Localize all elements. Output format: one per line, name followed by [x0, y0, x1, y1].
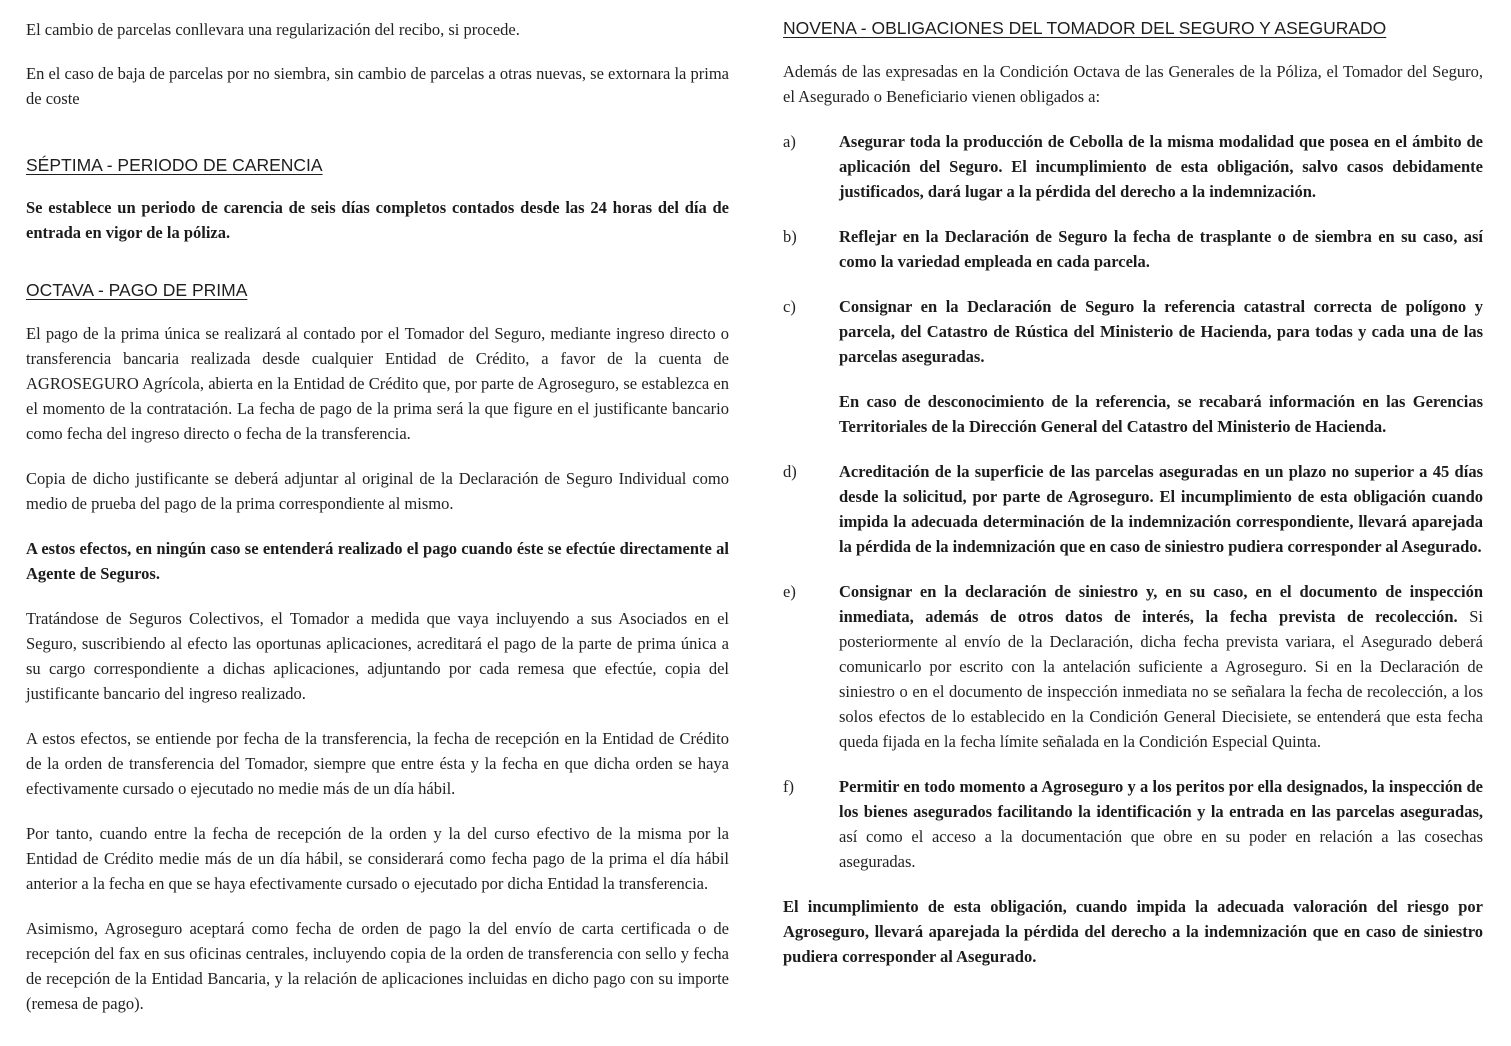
item-text-bold: Acreditación de la superficie de las parcelas aseguradas en un plazo no superior a 45 días desde la solicitud, por parte de Agroseguro. El incumplimiento de esta obligación cuando impida la adecuada determinación de la indemnización correspondiente, llevará aparejada la pérdida de la indemnización que en caso de siniestro pudiera corresponder al Asegurado.: [839, 462, 1483, 556]
item-body: [839, 774, 1483, 874]
item-label: a): [783, 132, 796, 151]
list-item-a: [783, 129, 1483, 204]
paragraph-recibo: El cambio de parcelas conllevara una regularización del recibo, si procede.: [26, 20, 520, 39]
paragraph-colectivos: Tratándose de Seguros Colectivos, el Tomador a medida que vaya incluyendo a sus Asociados en el Seguro, suscribiendo al efecto las oportunas aplicaciones, acreditará el pago de la parte de prima única a su cargo correspondiente a dichas aplicaciones, adjuntando por cada remesa que efectúe, copia del justificante bancario del ingreso realizado.: [26, 609, 729, 703]
item-body: [839, 459, 1483, 559]
paragraph-por-tanto: Por tanto, cuando entre la fecha de recepción de la orden y la del curso efectivo de la misma por la Entidad de Crédito medie más de un día hábil, se considerará como fecha pago de la prima el día hábil anterior a la fecha en que se haya efectivamente cursado o ejecutado por dicha Entidad la transferencia.: [26, 824, 729, 893]
left-column: [26, 0, 729, 1016]
item-text: así como el acceso a la documentación que obre en su poder en relación a las cosechas aseguradas.: [839, 827, 1483, 871]
item-label: d): [783, 462, 797, 481]
paragraph-final: El incumplimiento de esta obligación, cuando impida la adecuada valoración del riesgo por Agroseguro, llevará aparejada la pérdida del derecho a la indemnización que en caso de siniestro pudiera corresponder al Asegurado.: [783, 897, 1483, 966]
paragraph-baja: En el caso de baja de parcelas por no siembra, sin cambio de parcelas a otras nuevas, se extornara la prima de coste: [26, 64, 729, 108]
item-text-bold: Asegurar toda la producción de Cebolla de la misma modalidad que posea en el ámbito de aplicación del Seguro. El incumplimiento de esta obligación, salvo casos debidamente justificados, dará lugar a la pérdida del derecho a la indemnización.: [839, 132, 1483, 201]
list-item-f: [783, 774, 1483, 874]
list-item-c: [783, 294, 1483, 369]
paragraph-intro: Además de las expresadas en la Condición Octava de las Generales de la Póliza, el Tomador del Seguro, el Asegurado o Beneficiario vienen obligados a:: [783, 62, 1483, 106]
item-label: b): [783, 227, 797, 246]
item-text-bold: Consignar en la Declaración de Seguro la referencia catastral correcta de polígono y parcela, del Catastro de Rústica del Ministerio de Hacienda, para todas y cada una de las parcelas aseguradas.: [839, 297, 1483, 366]
right-column: [783, 0, 1483, 969]
list-item-e: [783, 579, 1483, 754]
paragraph-pago: El pago de la prima única se realizará al contado por el Tomador del Seguro, mediante ingreso directo o transferencia bancaria realizada desde cualquier Entidad de Crédito, a favor de la cuenta de AGROSEGURO Agrícola, abierta en la Entidad de Crédito que, por parte de Agroseguro, se establezca en el momento de la contratación. La fecha de pago de la prima será la que figure en el justificante bancario como fecha del ingreso directo o fecha de la transferencia.: [26, 324, 729, 443]
item-body: [839, 129, 1483, 204]
heading-octava: OCTAVA - PAGO DE PRIMA: [26, 280, 248, 300]
paragraph-asimismo: Asimismo, Agroseguro aceptará como fecha de orden de pago la del envío de carta certificada o de recepción del fax en sus oficinas centrales, incluyendo copia de la orden de transferencia con sello y fecha de recepción de la Entidad Bancaria, y la relación de aplicaciones incluidas en dicho pago con su importe (remesa de pago).: [26, 919, 729, 1013]
item-body: [839, 224, 1483, 274]
item-text-bold: Permitir en todo momento a Agroseguro y a los peritos por ella designados, la inspección de los bienes asegurados facilitando la identificación y la entrada en las parcelas aseguradas,: [839, 777, 1483, 821]
paragraph-fecha-transferencia: A estos efectos, se entiende por fecha de la transferencia, la fecha de recepción en la Entidad de Crédito de la orden de transferencia del Tomador, siempre que entre ésta y la fecha en que dicha orden se haya efectivamente cursado o ejecutado no medie más de un día hábil.: [26, 729, 729, 798]
item-text-bold: Reflejar en la Declaración de Seguro la fecha de trasplante o de siembra en su caso, así como la variedad empleada en cada parcela.: [839, 227, 1483, 271]
list-item-d: [783, 459, 1483, 559]
item-label: e): [783, 582, 796, 601]
item-label: c): [783, 297, 796, 316]
paragraph-copia: Copia de dicho justificante se deberá adjuntar al original de la Declaración de Seguro Individual como medio de prueba del pago de la prima correspondiente al mismo.: [26, 469, 729, 513]
paragraph-carencia: Se establece un periodo de carencia de seis días completos contados desde las 24 horas del día de entrada en vigor de la póliza.: [26, 198, 729, 242]
heading-novena: NOVENA - OBLIGACIONES DEL TOMADOR DEL SEGURO Y ASEGURADO: [783, 18, 1387, 38]
paragraph-catastro: En caso de desconocimiento de la referencia, se recabará información en las Gerencias Territoriales de la Dirección General del Catastro del Ministerio de Hacienda.: [839, 392, 1483, 436]
item-body: [839, 579, 1483, 754]
item-text-bold: Consignar en la declaración de siniestro y, en su caso, en el documento de inspección inmediata, además de otros datos de interés, la fecha prevista de recolección.: [839, 582, 1483, 626]
heading-septima: SÉPTIMA - PERIODO DE CARENCIA: [26, 155, 323, 175]
list-item-b: [783, 224, 1483, 274]
paragraph-efectos-bold: A estos efectos, en ningún caso se entenderá realizado el pago cuando éste se efectúe directamente al Agente de Seguros.: [26, 539, 729, 583]
item-body: [839, 294, 1483, 369]
item-text: Si posteriormente al envío de la Declaración, dicha fecha prevista variara, el Asegurado deberá comunicarlo por escrito con la antelación suficiente a Agroseguro. Si en la Declaración de siniestro o en el documento de inspección inmediata no se señalara la fecha de recolección, a los solos efectos de lo establecido en la Condición General Diecisiete, se entenderá que esta fecha queda fijada en la fecha límite señalada en la Condición Especial Quinta.: [839, 607, 1483, 751]
item-label: f): [783, 777, 794, 796]
